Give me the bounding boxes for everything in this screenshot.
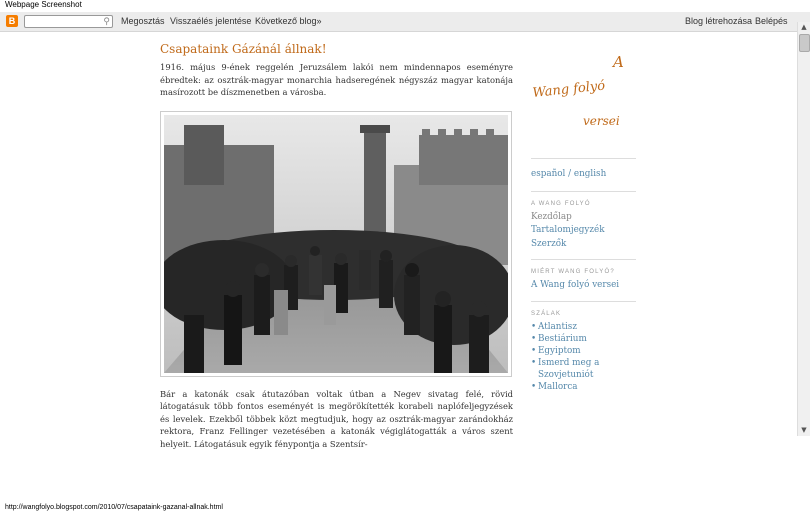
blog-logo[interactable] (531, 45, 636, 153)
search-input[interactable] (24, 15, 113, 28)
scroll-thumb[interactable] (799, 34, 810, 52)
capture-title: Webpage Screenshot (5, 0, 82, 9)
why-wang-link[interactable]: A Wang folyó versei (531, 280, 620, 290)
blogger-navbar (0, 12, 810, 32)
divider (531, 158, 636, 159)
search-icon[interactable]: ⚲ (103, 16, 110, 26)
report-abuse-link[interactable]: Visszaélés jelentése (170, 16, 252, 26)
logo-word-wang: Wang folyó (531, 78, 606, 101)
vertical-scrollbar[interactable] (797, 22, 810, 436)
soldiers-march-photo (164, 115, 508, 373)
tag-link[interactable]: • Atlantisz (531, 321, 636, 333)
contents-link[interactable]: Tartalomjegyzék (531, 225, 605, 235)
handwritten-logo (531, 45, 631, 135)
authors-link[interactable]: Szerzők (531, 238, 567, 249)
sidebar (531, 45, 636, 393)
post-body: Bár a katonák csak átutazóban voltak útban a Negev sivatag felé, rövid látogatásuk több fontos eseményét is megörökítették korabeli naplófeljegyzések és levelek. Ezekből többek közt megtudjuk, hogy az osztrák-magyar zarándokház rektora, Franz Fellinger vezetésében a katonák végiglátogatták a város szent helyeit. Látogatásuk egyik fénypontja a Szentsír- (160, 388, 513, 449)
tag-link[interactable]: • Ismerd meg a Szovjetuniót (531, 357, 636, 381)
scroll-up-icon[interactable]: ▲ (801, 23, 807, 31)
sign-in-link[interactable]: Belépés (755, 16, 788, 26)
status-bar-url: http://wangfolyo.blogspot.com/2010/07/csapataink-gazanal-allnak.html (5, 504, 223, 511)
share-link[interactable]: Megosztás (121, 16, 165, 26)
tag-link[interactable]: • Egyiptom (531, 345, 636, 357)
post-intro: 1916. május 9-ének reggelén Jeruzsálem lakói nem mindennapos eseményre ébredtek: az osztrák-magyar monarchia hadseregének négyszáz magyar katonája masírozott be díszmenetben a városba. (160, 62, 513, 97)
tag-link[interactable]: • Bestiárium (531, 333, 636, 345)
section-heading-threads: SZÁLAK (531, 310, 562, 317)
tag-link[interactable]: • Mallorca (531, 381, 636, 393)
logo-word-a: A (613, 53, 624, 71)
post-photo[interactable] (160, 111, 512, 377)
next-blog-link[interactable]: Következő blog» (255, 16, 322, 26)
divider (531, 301, 636, 302)
blogger-logo-icon[interactable]: B (6, 15, 18, 27)
scroll-down-icon[interactable]: ▼ (801, 426, 807, 434)
divider (531, 259, 636, 260)
post-title[interactable]: Csapataink Gázánál állnak! (160, 42, 327, 56)
language-link[interactable]: español / english (531, 169, 607, 179)
section-heading-wang: A WANG FOLYÓ (531, 200, 591, 207)
post-content (160, 42, 513, 450)
section-heading-why: MIÉRT WANG FOLYÓ? (531, 269, 615, 275)
home-link[interactable]: Kezdőlap (531, 211, 572, 222)
photo-drawing (164, 115, 508, 373)
logo-word-versei: versei (583, 114, 620, 128)
divider (531, 191, 636, 192)
create-blog-link[interactable]: Blog létrehozása (685, 16, 753, 26)
